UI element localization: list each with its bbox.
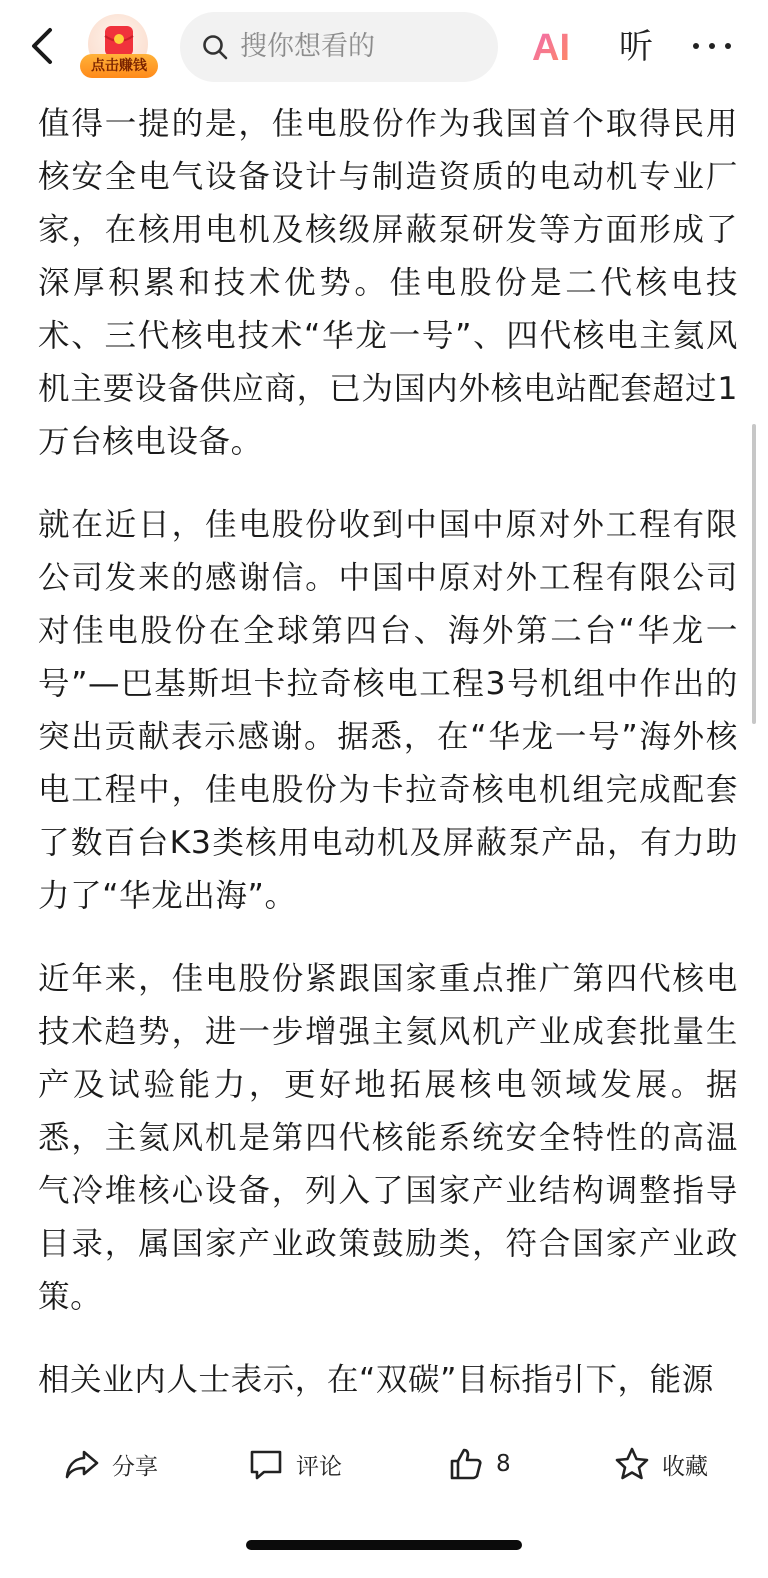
search-placeholder: 搜你想看的	[240, 31, 375, 62]
home-indicator[interactable]	[246, 1540, 522, 1550]
bottom-action-bar	[0, 1420, 768, 1520]
top-navigation-bar	[0, 0, 768, 96]
favorite-label: 收藏	[662, 1453, 708, 1480]
like-count: 8	[496, 1451, 511, 1477]
article-paragraph: 相关业内人士表示，在“双碳”目标指引下，能源	[38, 1362, 714, 1398]
article-viewport[interactable]	[0, 98, 768, 1420]
article-paragraph: 就在近日，佳电股份收到中国中原对外工程有限公司发来的感谢信。中国中原对外工程有限公司对佳电股份在全球第四台、海外第二台“华龙一号”—巴基斯坦卡拉奇核电工程3号机组中作出的突出贡献表示感谢。据悉，在“华龙一号”海外核电工程中，佳电股份为卡拉奇核电机组完成配套了数百台K3类核用电动机及屏蔽泵产品，有力助力了“华龙出海”。	[38, 507, 738, 914]
scrollbar[interactable]	[752, 424, 756, 724]
ai-label: AI	[532, 28, 570, 64]
article-paragraph: 近年来，佳电股份紧跟国家重点推广第四代核电技术趋势，进一步增强主氦风机产业成套批量生产及试验能力，更好地拓展核电领域发展。据悉，主氦风机是第四代核能系统安全特性的高温气冷堆核心设备，列入了国家产业结构调整指导目录，属国家产业政策鼓励类，符合国家产业政策。	[38, 961, 738, 1315]
article-body	[38, 98, 738, 1420]
search-box[interactable]	[180, 12, 498, 82]
like-button[interactable]	[448, 1442, 511, 1486]
ai-assistant-icon[interactable]	[532, 28, 580, 64]
search-icon	[202, 34, 228, 60]
red-envelope-icon	[102, 24, 136, 58]
listen-button[interactable]: 听	[619, 27, 653, 67]
comment-button[interactable]	[248, 1442, 342, 1486]
more-options-icon[interactable]	[690, 36, 734, 56]
earn-money-label: 点击赚钱	[80, 54, 158, 78]
favorite-button[interactable]	[614, 1442, 708, 1486]
star-icon	[614, 1446, 650, 1482]
article-paragraph: 值得一提的是，佳电股份作为我国首个取得民用核安全电气设备设计与制造资质的电动机专业厂家，在核用电机及核级屏蔽泵研发等方面形成了深厚积累和技术优势。佳电股份是二代核电技术、三代核电技术“华龙一号”、四代核电主氦风机主要设备供应商，已为国内外核电站配套超过1万台核电设备。	[38, 106, 738, 460]
share-button[interactable]	[64, 1442, 158, 1486]
back-arrow-icon[interactable]	[26, 26, 62, 66]
comment-icon	[248, 1446, 284, 1482]
comment-label: 评论	[296, 1453, 342, 1480]
share-icon	[64, 1446, 100, 1482]
earn-money-badge[interactable]	[80, 14, 158, 80]
share-label: 分享	[112, 1453, 158, 1480]
thumbs-up-icon	[448, 1446, 484, 1482]
